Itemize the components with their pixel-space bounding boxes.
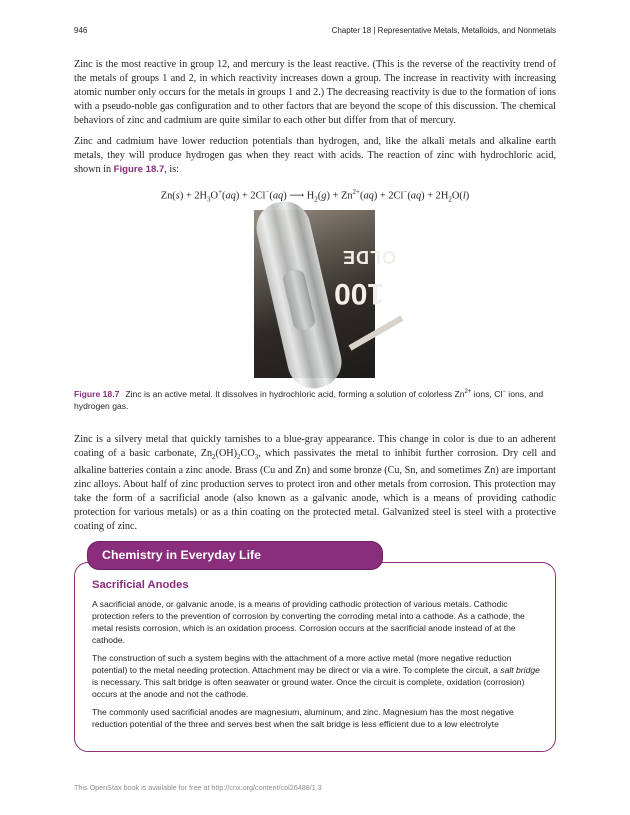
paragraph-2-text: Zinc and cadmium have lower reduction potentials than hydrogen, and, like the alkali metals and alkaline earth metals, they will produce hydrogen gas when they react with acids. The reaction of zinc with hydrochloric acid, shown in	[74, 136, 556, 175]
main-content	[74, 58, 556, 533]
page-footer: This OpenStax book is available for free at http://cnx.org/content/col26488/1.3	[74, 783, 322, 792]
feature-box-paragraph-2: The construction of such a system begins with the attachment of a more active metal (more negative reduction potential) to the metal needing protection. Attachment may be direct or via a wire. To complete the circuit, a salt bridge is necessary. This salt bridge is often seawater or ground water. Once the circuit is complete, oxidation (corrosion) occurs at the anode and not the cathode.	[92, 653, 540, 699]
chapter-title: Chapter 18 | Representative Metals, Metalloids, and Nonmetals	[331, 26, 556, 35]
chemical-equation: $Zn(s) + 2H_3O^+(aq) + 2Cl^-(aq)$ ⟶ $H_2(g) + Zn^{2+}(aq) + 2Cl^-(aq) + 2H_2O(l)$	[160, 188, 470, 204]
paragraph-2-tail: , is:	[164, 164, 180, 175]
figure-18-7	[254, 210, 397, 378]
feature-box-paragraph-1: A sacrificial anode, or galvanic anode, is a means of providing cathodic protection of various metals. Cathodic protection refers to the prevention of corrosion by converting the corroding metal into a cathode. As a cathode, the metal resists corrosion, which is an oxidation process. Corrosion occurs at the sacrificial anode instead of at the cathode.	[92, 599, 525, 645]
feature-box-tab-title: Chemistry in Everyday Life	[102, 548, 262, 562]
feature-box-paragraph-3: The commonly used sacrificial anodes are magnesium, aluminum, and zinc. Magnesium has the most negative reduction potential of the three and serves best when the salt bridge is less efficient due to a low electrolyte	[92, 707, 514, 729]
photo-paper-stripe	[349, 315, 404, 350]
figure-reference-link[interactable]: Figure 18.7	[113, 164, 165, 175]
paragraph-2	[74, 135, 556, 177]
page-header	[74, 26, 556, 38]
figure-label: Figure 18.7	[74, 388, 120, 399]
photo-paper-text-1: OLDE	[342, 247, 397, 267]
paragraph-1: Zinc is the most reactive in group 12, and mercury is the least reactive. (This is the reverse of the reactivity trend of the metals of groups 1 and 2, in which reactivity increases down a group. The increase in reactivity with increasing atomic number only occurs for the metals in groups 1 and 2.) The decreasing reactivity is due to the formation of ions with a pseudo-noble gas configuration and to other factors that are beyond the scope of this discussion. The chemical behaviors of zinc and cadmium are quite similar to each other but differ from that of mercury.	[74, 59, 556, 126]
paragraph-3: Zinc is a silvery metal that quickly tarnishes to a blue-gray appearance. This change in color is due to an adherent coating of a basic carbonate, $Zn_2(OH)_2CO_3$, which passivates the metal to inhibit further corrosion. Dry cell and alkaline batteries contain a zinc anode. Brass (Cu and Zn) and some bronze (Cu, Sn, and sometimes Zn) are important zinc alloys. About half of zinc production serves to protect iron and other metals from corrosion. This protection may take the form of a sacrificial anode (also known as a galvanic anode, which is a means of providing cathodic protection for various metals) or as a thin coating on the protected metal. Galvanized steel is steel with a protective coating of zinc.	[74, 434, 556, 533]
zinc-in-acid-photo	[254, 210, 397, 378]
feature-box-content	[92, 579, 540, 736]
figure-caption: Figure 18.7 Zinc is an active metal. It dissolves in hydrochloric acid, forming a solution of colorless $Zn^{2+}$ ions, Cl− ions, and hydrogen gas.	[74, 388, 544, 411]
feature-box	[74, 562, 556, 752]
feature-box-title: Sacrificial Anodes	[92, 579, 189, 591]
page-number: 946	[74, 26, 88, 35]
feature-box-tab	[87, 541, 383, 570]
photo-paper-text-2: 100	[334, 277, 385, 310]
